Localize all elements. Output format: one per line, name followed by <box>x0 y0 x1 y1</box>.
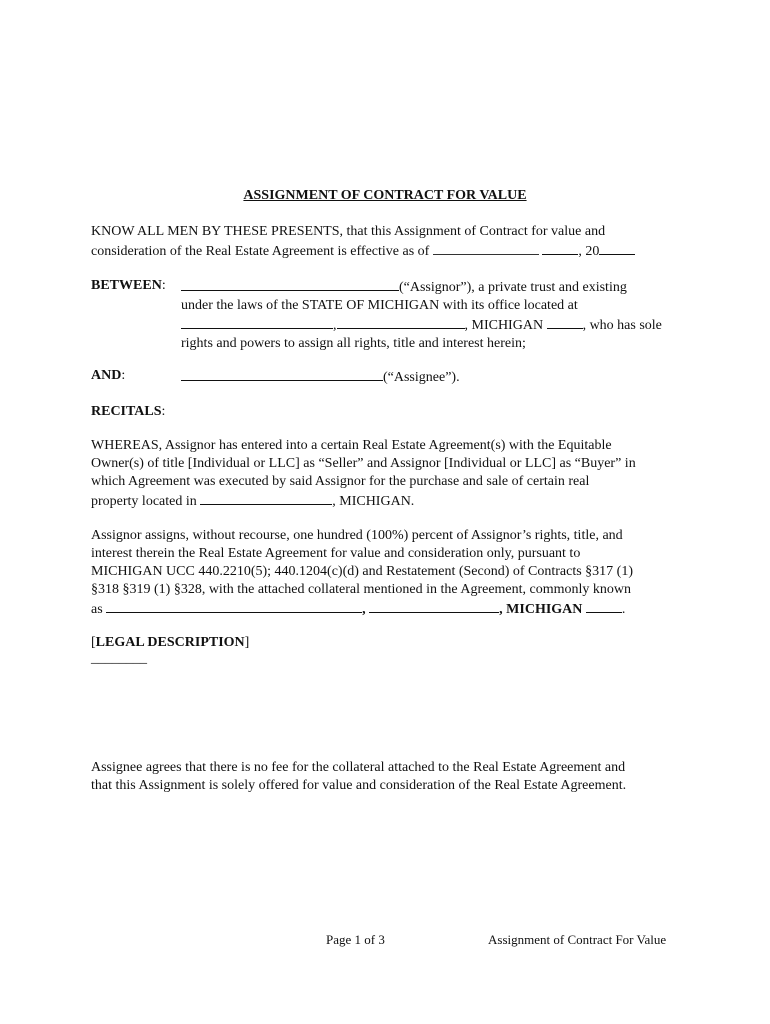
assignee-name-field[interactable] <box>181 367 383 381</box>
assignment-paragraph: Assignor assigns, without recourse, one hundred (100%) percent of Assignor’s rights, title, and interest therein the Real Estate Agreement for value and consideration only, pursuant to MICHIGAN UCC 440.2210(5); 440.1204(c)(d) and Restatement (Second) of Contracts §317 (1) §318 §319 (1) §328, with the attached collateral mentioned in the Agreement, commonly known as , , MICHIGAN . <box>91 528 634 617</box>
assignor-city-field[interactable] <box>337 315 465 329</box>
between-line-1: (“Assignor”), a private trust and existing <box>181 277 681 297</box>
and-label: AND: <box>91 368 126 383</box>
property-zip-field[interactable] <box>586 599 622 613</box>
between-line-4: rights and powers to assign all rights, title and interest herein; <box>181 336 526 351</box>
property-city-field[interactable] <box>369 599 499 613</box>
between-line-3: , , MICHIGAN , who has sole <box>181 315 681 335</box>
effective-year-field[interactable] <box>599 241 635 255</box>
page-number: Page 1 of 3 <box>326 932 385 947</box>
effective-day-field[interactable] <box>542 241 578 255</box>
property-address-field[interactable] <box>106 599 362 613</box>
legal-description-heading: [LEGAL DESCRIPTION] <box>91 635 250 650</box>
between-block <box>181 277 681 353</box>
document-title: ASSIGNMENT OF CONTRACT FOR VALUE <box>243 188 527 203</box>
intro-paragraph <box>91 223 681 261</box>
property-location-field[interactable] <box>200 491 332 505</box>
closing-paragraph: Assignee agrees that there is no fee for the collateral attached to the Real Estate Agreement and that this Assignment is solely offered for value and consideration of the Real Estate Agreement. <box>91 760 627 793</box>
effective-date-field[interactable] <box>433 241 539 255</box>
between-line-2: under the laws of the STATE OF MICHIGAN with its office located at <box>181 298 578 313</box>
assignor-zip-field[interactable] <box>547 315 583 329</box>
footer-title: Assignment of Contract For Value <box>488 932 667 947</box>
whereas-paragraph: WHEREAS, Assignor has entered into a certain Real Estate Agreement(s) with the Equitable Owner(s) of title [Individual or LLC] as “Seller” and Assignor [Individual or LLC] as “Buyer” in which Agreement was executed by said Assignor for the purchase and sale of certain real property located in , MICHIGAN. <box>91 438 636 509</box>
and-block: (“Assignee”). <box>181 367 681 387</box>
recitals-heading: RECITALS: <box>91 404 166 419</box>
legal-description-field[interactable]: ________ <box>91 651 147 666</box>
between-label: BETWEEN: <box>91 278 166 293</box>
intro-line-1: KNOW ALL MEN BY THESE PRESENTS, that this Assignment of Contract for value and <box>91 224 606 239</box>
assignor-name-field[interactable] <box>181 277 399 291</box>
intro-line-2: consideration of the Real Estate Agreement is effective as of , 20 <box>91 241 681 261</box>
assignor-address-field[interactable] <box>181 315 333 329</box>
